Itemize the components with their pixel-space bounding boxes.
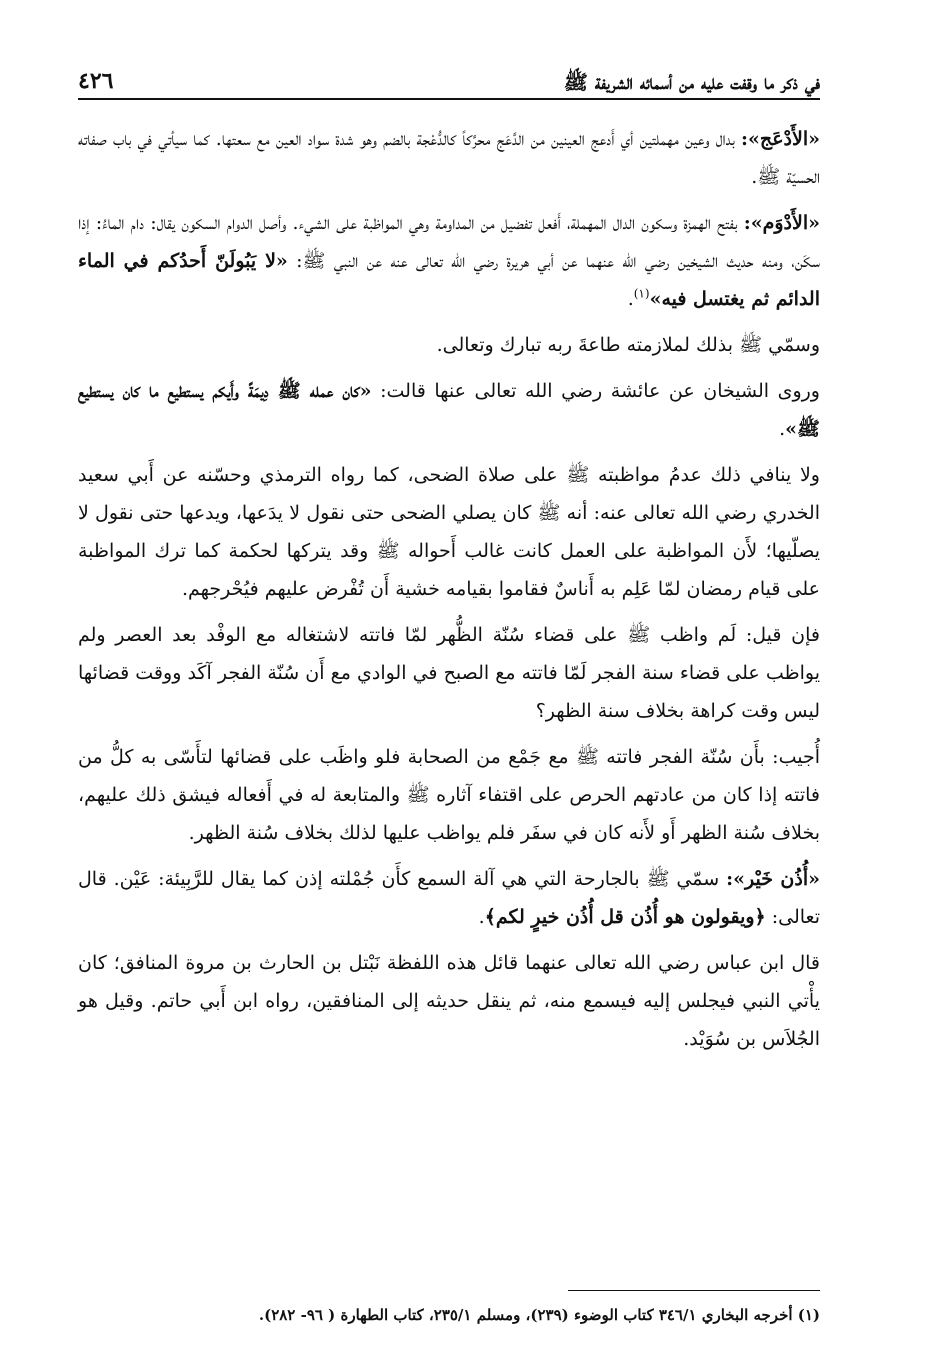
hadith-quote: «كان عمله ﷺ دِيمَةً وأَيكم يستطيع ما كان يستطيع ﷺ» — [78, 380, 820, 440]
book-page — [78, 56, 820, 1326]
paragraph — [78, 616, 820, 730]
paragraph-text: فإن قيل: لَم واظب ﷺ على قضاء سُنّة الظُّهر لمّا فاتته لاشتغاله مع الوفْد بعد العصر ولم يواظب على قضاء سنة الفجر لَمّا فاتته مع الصبح في الوادي مع أَن سُنّة الفجر آكَد ووقت قضائها ليس وقت كراهة بخلاف سنة الظهر؟ — [78, 624, 820, 722]
running-header — [78, 56, 820, 100]
paragraph — [78, 372, 820, 448]
entry-text: بدال وعين مهملتين أي أَدعج العينين من الدَّعَج محرَّكاً كالدُّعْجة بالضم وهو شدة سواد العين مع سعتها. كما سيأتي في باب صفاته الحسيّة ﷺ. — [78, 128, 820, 188]
paragraph-text: وسمّي ﷺ بذلك لملازمته طاعةَ ربه تبارك وتعالى. — [436, 334, 820, 356]
entry-term: «أُذُن خَيْر»: — [726, 868, 820, 890]
footnote-divider — [568, 1290, 820, 1291]
paragraph-tail: . — [779, 418, 786, 440]
paragraph — [78, 326, 820, 364]
paragraph-text: قال ابن عباس رضي الله تعالى عنهما قائل هذه اللفظة نَبْتل بن الحارث بن مروة المنافق؛ كان يأْتي النبي فيجلس إليه فيسمع منه، ثم ينقل حديثه إلى المنافقين، رواه ابن أَبي حاتم. وقيل هو الجُلاَس بن سُوَيْد. — [78, 952, 820, 1050]
page-number: ٤٢٦ — [78, 67, 114, 94]
entry-al-adwam — [78, 204, 820, 318]
entry-tail: . — [627, 288, 634, 310]
entry-text: سمّي ﷺ بالجارحة التي هي آلة السمع كأَن جُمْلته إذن كما يقال للرَّبِيئة: عَيْن. قال تعالى: — [78, 868, 820, 928]
entry-udhun-khayr — [78, 860, 820, 936]
paragraph-text: أُجيب: بأَن سُنّة الفجر فاتته ﷺ مع جَمْع من الصحابة فلو واظَب على قضائها لتأَسّى به كلُّ من فاتته إذا كان من عادتهم الحرص على اقتفاء آثاره ﷺ والمتابعة له في أَفعاله فيشق ذلك عليهم، بخلاف سُنة الظهر أَو لأَنه كان في سفَر فلم يواظب عليها لذلك بخلاف سُنة الظهر. — [78, 746, 820, 844]
entry-text: بفتح الهمزة وسكون الدال المهملة، أَفعل تفضيل من المداومة وهي المواظبة على الشيء. وأصل الدوام السكون يقال: دام الماءُ: إذا سكَن، ومنه حديث الشيخين رضي الله عنهما عن أبي هريرة رضي الله تعالى عنه عن النبي ﷺ: — [78, 212, 820, 272]
header-title: في ذكر ما وقفت عليه من أسمائه الشريفة ﷺ — [563, 70, 820, 94]
quran-quote: ﴿ويقولون هو أُذُن قل أُذُن خيرٍ لكم﴾ — [484, 906, 766, 928]
entry-tail: . — [478, 906, 485, 928]
page-body — [78, 120, 820, 1058]
paragraph — [78, 738, 820, 852]
paragraph — [78, 944, 820, 1058]
entry-al-adaj — [78, 120, 820, 196]
paragraph — [78, 456, 820, 608]
entry-term: «الأَدْعَج»: — [741, 128, 820, 150]
footnote: (١) أخرجه البخاري ٣٤٦/١ كتاب الوضوء (٢٣٩)، ومسلم ٢٣٥/١، كتاب الطهارة ( ٩٦- ٢٨٢). — [258, 1306, 820, 1324]
footnote-marker[interactable]: (١) — [633, 286, 650, 301]
paragraph-text: ولا ينافي ذلك عدمُ مواظبته ﷺ على صلاة الضحى، كما رواه الترمذي وحسّنه عن أَبي سعيد الخدري رضي الله تعالى عنه: أنه ﷺ كان يصلي الضحى حتى نقول لا يدَعها، ويدعها حتى نقول لا يصلّيها؛ لأَن المواظبة على العمل كانت غالب أَحواله ﷺ وقد يتركها لحكمة كما ترك المواظبة على قيام رمضان لمّا عَلِم به أَناسٌ فقاموا بقيامه خشية أَن تُفْرض عليهم فيُحْرجهم. — [78, 464, 820, 600]
paragraph-text: وروى الشيخان عن عائشة رضي الله تعالى عنها قالت: — [371, 380, 820, 402]
hadith-quote: «لا يَبُولَنّ أَحدُكم في الماء الدائم ثم يغتسل فيه» — [78, 250, 820, 310]
entry-term: «الأَدْوَم»: — [743, 212, 820, 234]
